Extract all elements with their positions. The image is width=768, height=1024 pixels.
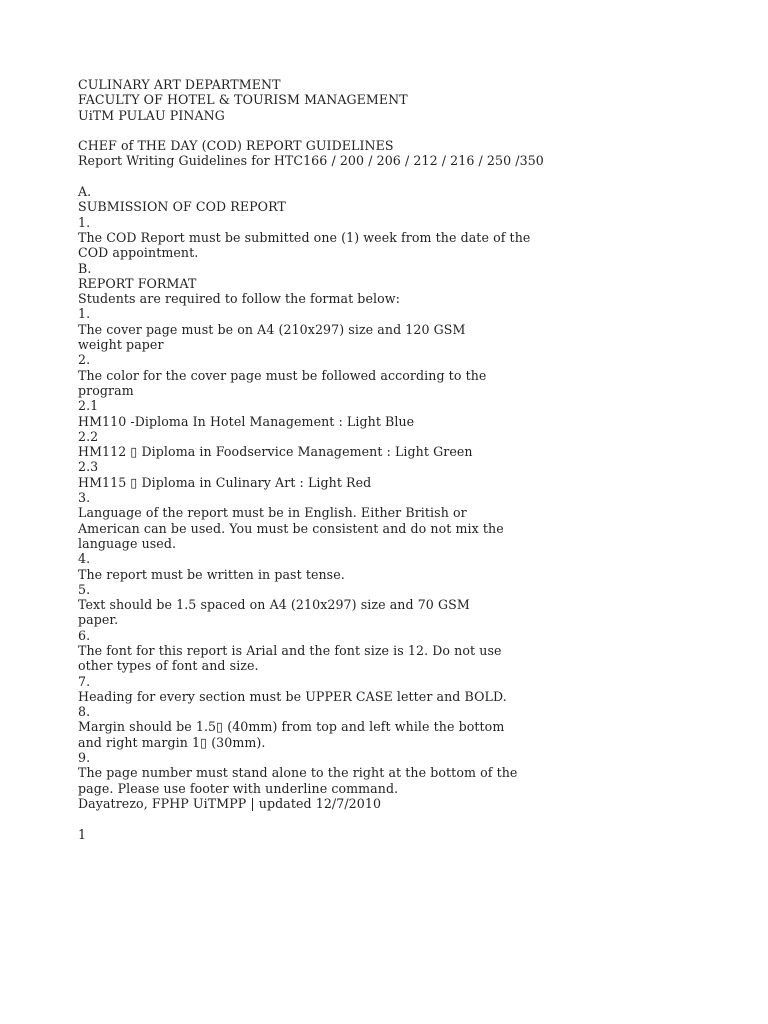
body-line: other types of font and size. (78, 658, 259, 674)
body-line: and right margin 1▯ (30mm). (78, 734, 266, 750)
body-line: 1. (78, 214, 91, 230)
body-line: The page number must stand alone to the right at the bottom of the (78, 765, 518, 781)
body-line: Students are required to follow the format below: (78, 291, 400, 307)
body-line: The report must be written in past tense. (78, 566, 345, 582)
faculty-name: FACULTY OF HOTEL & TOURISM MANAGEMENT (78, 92, 408, 108)
document-header (78, 77, 738, 123)
body-line: REPORT FORMAT (78, 275, 197, 291)
body-line: 4. (78, 551, 91, 567)
document-footer (78, 796, 738, 842)
body-line: 5. (78, 581, 91, 597)
body-line: language used. (78, 535, 177, 551)
document-page (78, 77, 738, 842)
body-line: Language of the report must be in English. Either British or (78, 505, 467, 521)
document-title-block (78, 138, 738, 169)
body-line: 8. (78, 704, 91, 720)
body-line: program (78, 382, 134, 398)
body-line: 3. (78, 490, 91, 506)
body-line: 6. (78, 627, 91, 643)
body-line: 2.1 (78, 398, 99, 414)
body-line: American can be used. You must be consistent and do not mix the (78, 520, 504, 536)
body-line: HM110 -Diploma In Hotel Management : Light Blue (78, 413, 415, 429)
footer-credit: Dayatrezo, FPHP UiTMPP | updated 12/7/2010 (78, 795, 382, 811)
campus-name: UiTM PULAU PINANG (78, 107, 225, 123)
body-line: COD appointment. (78, 245, 199, 261)
body-line: A. (78, 184, 92, 200)
document-title: CHEF of THE DAY (COD) REPORT GUIDELINES (78, 138, 394, 154)
body-line: The COD Report must be submitted one (1) week from the date of the (78, 229, 531, 245)
body-line: B. (78, 260, 92, 276)
body-line: 2.3 (78, 459, 99, 475)
body-line: 1. (78, 306, 91, 322)
body-line: 2.2 (78, 428, 99, 444)
body-line: 7. (78, 673, 91, 689)
spacer (78, 123, 738, 138)
body-line: The font for this report is Arial and the font size is 12. Do not use (78, 642, 502, 658)
document-body (78, 184, 738, 796)
page-number: 1 (78, 826, 87, 842)
body-line: weight paper (78, 337, 164, 353)
spacer (78, 811, 738, 826)
body-line: Margin should be 1.5▯ (40mm) from top and left while the bottom (78, 719, 505, 735)
department-name: CULINARY ART DEPARTMENT (78, 77, 281, 92)
body-line: Text should be 1.5 spaced on A4 (210x297) size and 70 GSM (78, 597, 470, 613)
body-line: HM115 ▯ Diploma in Culinary Art : Light Red (78, 474, 372, 490)
document-subtitle: Report Writing Guidelines for HTC166 / 200 / 206 / 212 / 216 / 250 /350 (78, 153, 544, 169)
body-line: 9. (78, 750, 91, 766)
body-line: 2. (78, 352, 91, 368)
body-line: The color for the cover page must be followed according to the (78, 367, 487, 383)
body-line: Heading for every section must be UPPER CASE letter and BOLD. (78, 688, 507, 704)
body-line: HM112 ▯ Diploma in Foodservice Management : Light Green (78, 444, 473, 460)
spacer (78, 169, 738, 184)
body-line: The cover page must be on A4 (210x297) size and 120 GSM (78, 321, 466, 337)
body-line: SUBMISSION OF COD REPORT (78, 199, 286, 215)
body-line: page. Please use footer with underline command. (78, 780, 399, 796)
body-line: paper. (78, 612, 119, 628)
